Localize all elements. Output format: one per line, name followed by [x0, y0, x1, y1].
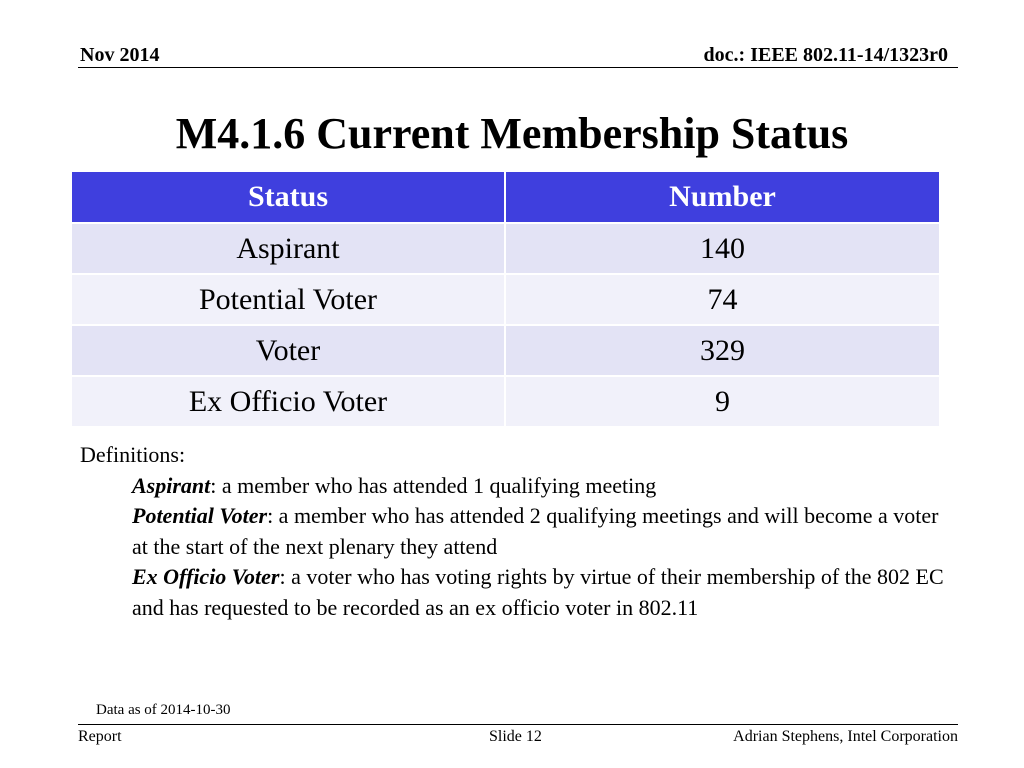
number-cell: 140: [505, 223, 940, 274]
footer-report-label: Report: [78, 728, 122, 745]
header-date: Nov 2014: [80, 44, 160, 66]
definition-term: Ex Officio Voter: [132, 564, 280, 589]
definition-text: : a voter who has voting rights by virtue of their membership of the 802 EC and has requested to be recorded as an ex officio voter in 802.11: [132, 564, 944, 620]
footer-divider: [78, 724, 958, 725]
definition-text: : a member who has attended 2 qualifying meetings and will become a voter at the start of the next plenary they attend: [132, 503, 939, 559]
header-divider: [78, 67, 958, 68]
slide-title: M4.1.6 Current Membership Status: [175, 109, 849, 158]
column-header-status: Status: [71, 171, 505, 223]
number-cell: 329: [505, 325, 940, 376]
table-row: [71, 376, 940, 427]
definitions-heading: Definitions:: [80, 442, 186, 467]
definitions-section: [80, 440, 950, 623]
table-row: [71, 223, 940, 274]
definition-aspirant: [132, 471, 950, 502]
definition-ex-officio-voter: [132, 562, 950, 623]
status-cell: Aspirant: [71, 223, 505, 274]
definition-term: Potential Voter: [132, 503, 268, 528]
definition-term: Aspirant: [132, 472, 211, 498]
footer-slide-number: Slide 12: [489, 728, 542, 745]
number-cell: 9: [505, 376, 940, 427]
table-header-row: [71, 171, 940, 223]
header-doc-id: doc.: IEEE 802.11-14/1323r0: [703, 44, 948, 66]
status-cell: Potential Voter: [71, 274, 505, 325]
column-header-number: Number: [505, 171, 940, 223]
definition-potential-voter: [132, 501, 950, 562]
definition-text: : a member who has attended 1 qualifying meeting: [210, 472, 657, 498]
number-cell: 74: [505, 274, 940, 325]
data-date-note: Data as of 2014-10-30: [96, 702, 231, 718]
status-cell: Ex Officio Voter: [71, 376, 505, 427]
footer-author: Adrian Stephens, Intel Corporation: [733, 728, 958, 745]
table-row: [71, 274, 940, 325]
table-row: [71, 325, 940, 376]
membership-status-table: [70, 170, 941, 428]
status-cell: Voter: [71, 325, 505, 376]
